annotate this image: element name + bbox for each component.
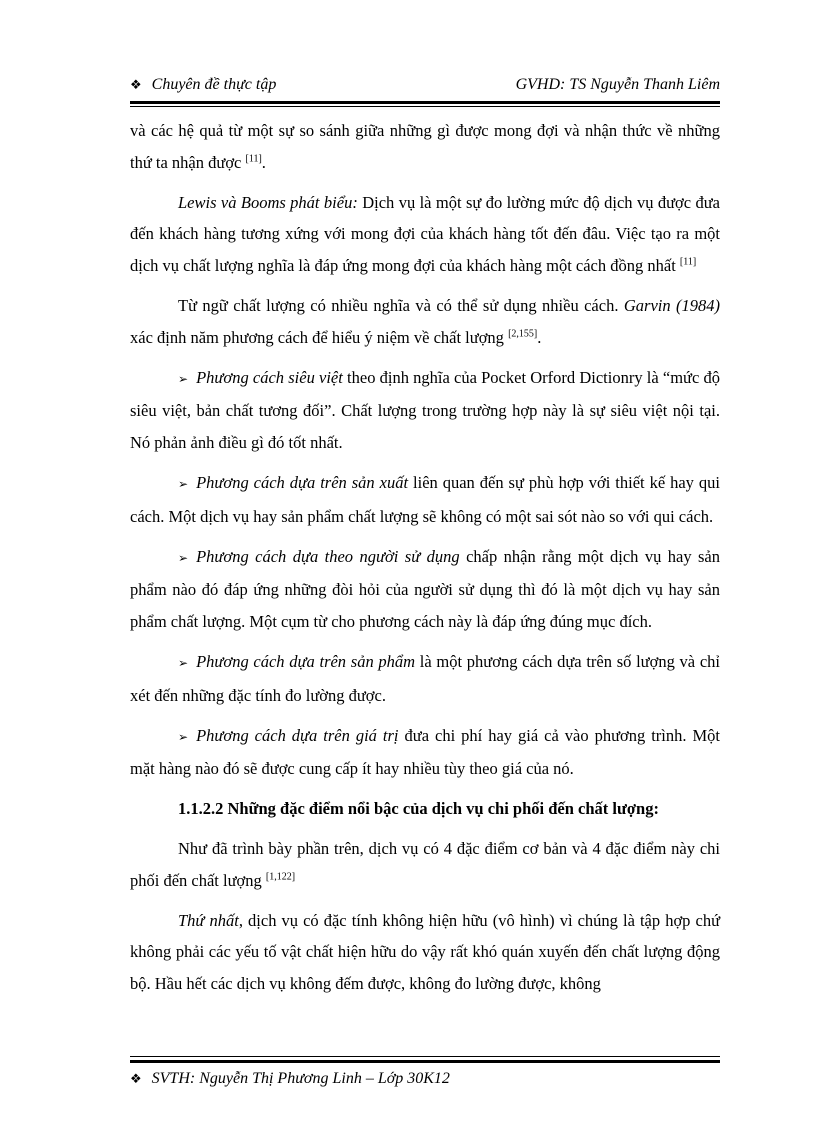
paragraph: Như đã trình bày phần trên, dịch vụ có 4 đặc điểm cơ bản và 4 đặc điểm này chi phối đến chất lượng [1,122] [130,838,720,890]
page-header [130,76,720,102]
paragraph: và các hệ quả từ một sự so sánh giữa những gì được mong đợi và nhận thức về những thứ ta nhận được [11]. [130,121,720,172]
section-heading: 1.1.2.2 Những đặc điểm nổi bậc của dịch vụ chi phối đến chất lượng: [178,799,659,819]
footer-text: SVTH: Nguyễn Thị Phương Linh – Lớp 30K12 [151,1070,450,1087]
list-item: ➢ Phương cách siêu việt theo định nghĩa của Pocket Orford Dictionry là “mức độ siêu việt, bản chất tương đối”. Chất lượng trong trường hợp này là sự siêu việt nội tại. Nó phản ảnh điều gì đó tốt nhất. [130,367,720,453]
arrow-bullet-icon: ➢ [178,371,189,386]
header-right-text: GVHD: TS Nguyễn Thanh Liêm [515,76,720,93]
citation: [2,155] [508,328,538,340]
citation: [1,122] [265,871,296,883]
paragraph: Thứ nhất, dịch vụ có đặc tính không hiện hữu (vô hình) vì chúng là tập hợp chứ không phải các yếu tố vật chất hiện hữu do vậy rất khó quán xuyến đến chất lượng động bộ. Hầu hết các dịch vụ không đếm được, không đo lường được, không [130,910,721,994]
diamond-bullet-icon: ❖ [130,1071,142,1086]
arrow-bullet-icon: ➢ [178,550,189,565]
footer-rule-thick [130,1060,720,1063]
citation: [11] [679,256,697,268]
list-item: ➢ Phương cách dựa trên sản phẩm là một phương cách dựa trên số lượng và chỉ xét đến những đặc tính đo lường được. [130,651,720,705]
arrow-bullet-icon: ➢ [178,476,189,491]
page-footer [130,1070,450,1088]
list-item: ➢ Phương cách dựa trên giá trị đưa chi phí hay giá cả vào phương trình. Một mặt hàng nào đó sẽ được cung cấp ít hay nhiều tùy theo giá của nó. [130,725,720,779]
paragraph: Từ ngữ chất lượng có nhiều nghĩa và có thể sử dụng nhiều cách. Garvin (1984) xác định năm phương cách để hiểu ý niệm về chất lượng [2,155]. [130,295,720,347]
citation: [11] [245,153,262,165]
diamond-bullet-icon: ❖ [130,77,142,92]
page-body [130,115,720,1008]
arrow-bullet-icon: ➢ [178,729,189,744]
arrow-bullet-icon: ➢ [178,655,189,670]
list-item: ➢ Phương cách dựa trên sản xuất liên quan đến sự phù hợp với thiết kế hay qui cách. Một dịch vụ hay sản phẩm chất lượng sẽ không có một sai sót nào so với qui cách. [130,472,720,526]
header-left-text: Chuyên đề thực tập [151,76,277,93]
header-rule-thick [130,101,720,104]
paragraph: Lewis và Booms phát biểu: Dịch vụ là một sự đo lường mức độ dịch vụ được đưa đến khách hàng tương xứng với mong đợi của khách hàng tốt đến đâu. Việc tạo ra một dịch vụ chất lượng nghĩa là đáp ứng mong đợi của khách hàng một cách đồng nhất [11] [130,192,720,276]
list-item: ➢ Phương cách dựa theo người sử dụng chấp nhận rằng một dịch vụ hay sản phẩm nào đó đáp ứng những đòi hỏi của người sử dụng thì đó là một dịch vụ hay sản phẩm chất lượng. Một cụm từ cho phương cách này là đáp ứng đúng mục đích. [130,546,721,632]
footer-rule-thin [130,1056,720,1057]
header-rule-thin [130,106,720,107]
